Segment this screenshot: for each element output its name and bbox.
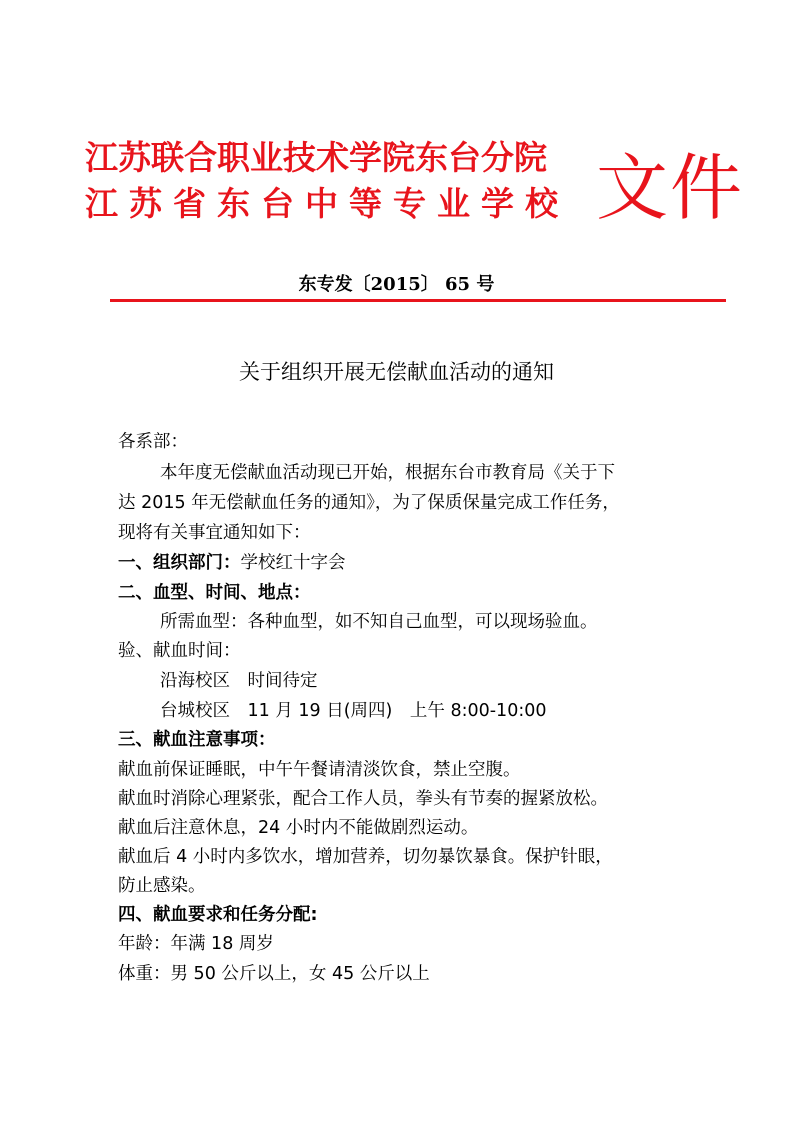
note-line-4: 献血后 4 小时内多饮水，增加营养，切勿暴饮暴食。保护针眼， — [118, 847, 613, 867]
note-line-5: 防止感染。 — [118, 876, 206, 896]
issuer-name-line-1: 江苏联合职业技术学院东台分院 — [85, 138, 547, 177]
campus-line-1: 沿海校区 时间待定 — [160, 671, 318, 691]
section-4-heading: 四、献血要求和任务分配: — [118, 905, 318, 925]
notice-title: 关于组织开展无偿献血活动的通知 — [239, 360, 554, 384]
document-type-wenjian: 文件 — [596, 146, 745, 230]
note-line-2: 献血时消除心理紧张，配合工作人员，拳头有节奏的握紧放松。 — [118, 789, 608, 809]
issuer-name-line-2: 江苏省东台中等专业学校 — [85, 184, 569, 223]
section-3-heading: 三、献血注意事项： — [118, 730, 276, 750]
red-header-rule — [110, 299, 726, 302]
note-line-1: 献血前保证睡眠，中午午餐请清淡饮食，禁止空腹。 — [118, 760, 521, 780]
section-1 — [118, 555, 346, 573]
section-1-heading: 一、组织部门： — [118, 553, 241, 573]
donation-time-label: 验、献血时间： — [118, 641, 241, 661]
document-number: 东专发〔2015〕 65 号 — [298, 274, 495, 295]
intro-line-2: 达 2015 年无偿献血任务的通知》，为了保质保量完成工作任务， — [118, 493, 620, 513]
note-line-3: 献血后注意休息，24 小时内不能做剧烈运动。 — [118, 818, 479, 838]
campus-line-2: 台城校区 11 月 19 日(周四) 上午 8:00-10:00 — [160, 701, 547, 721]
intro-line-1: 本年度无偿献血活动现已开始，根据东台市教育局《关于下 — [160, 463, 615, 483]
greeting: 各系部： — [118, 432, 188, 452]
section-1-text: 学校红十字会 — [240, 553, 346, 573]
weight-requirement: 体重：男 50 公斤以上，女 45 公斤以上 — [118, 964, 430, 984]
intro-line-3: 现将有关事宜通知如下： — [118, 523, 311, 543]
section-2-heading: 二、血型、时间、地点： — [118, 583, 311, 603]
blood-type-line: 所需血型：各种血型，如不知自己血型，可以现场验血。 — [160, 612, 598, 632]
age-requirement: 年龄：年满 18 周岁 — [118, 934, 274, 954]
